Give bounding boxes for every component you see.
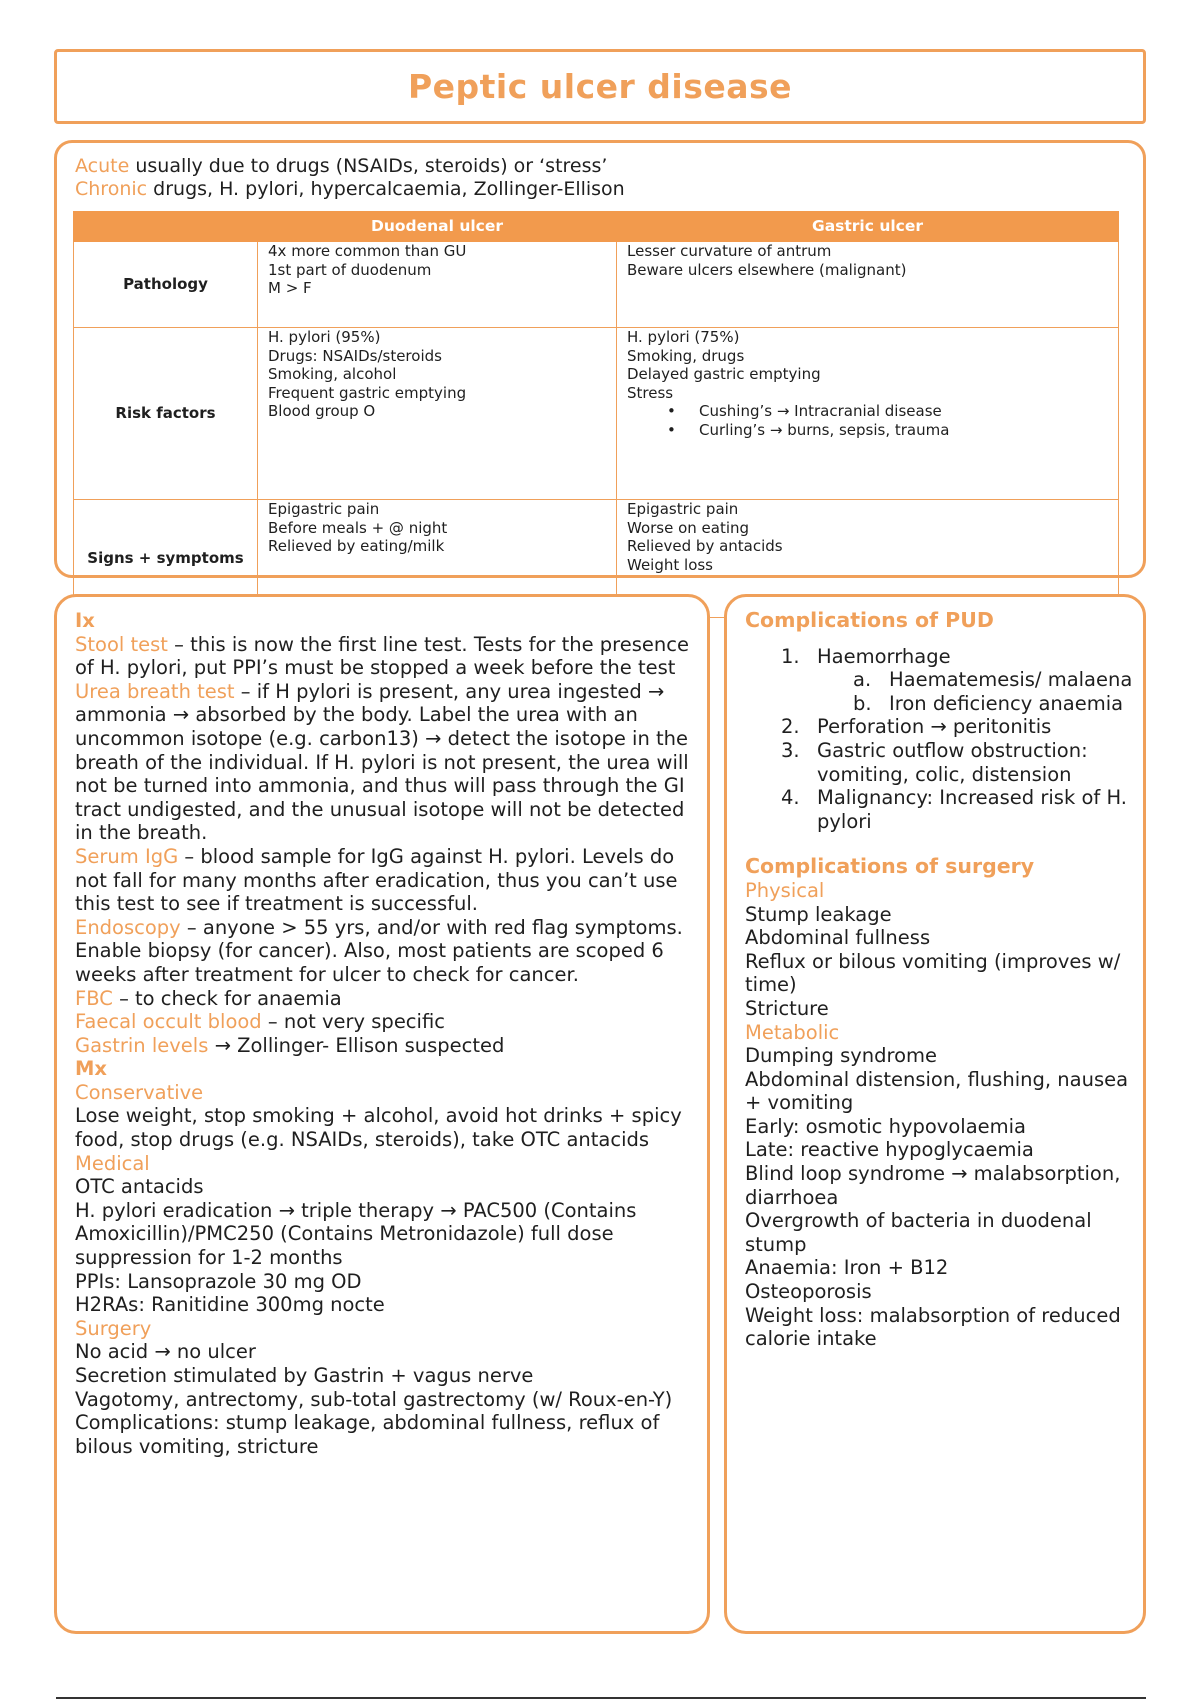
physical-line: Stump leakage (745, 902, 892, 926)
duodenal-line: Drugs: NSAIDs/steroids (268, 346, 442, 365)
complications-pud-heading: Complications of PUD (745, 608, 994, 632)
ix-item (75, 1034, 695, 1058)
ix-item-text: – blood sample for IgG against H. pylori. Levels do not fall for many months after eradication, thus you can’t use this test to see if treatment is successful. (75, 844, 678, 916)
title-box (54, 49, 1146, 124)
metabolic-line: Anaemia: Iron + B12 (745, 1256, 949, 1280)
intro (75, 155, 625, 201)
metabolic-label: Metabolic (745, 1020, 840, 1044)
ix-item-label: Serum IgG (75, 844, 179, 868)
medical-line: H2RAs: Ranitidine 300mg nocte (75, 1293, 385, 1317)
surgery-line: Complications: stump leakage, abdominal fullness, reflux of bilous vomiting, stricture (75, 1411, 660, 1458)
metabolic-line: Osteoporosis (745, 1280, 872, 1304)
complication-item (745, 786, 1135, 833)
complications-surgery-heading: Complications of surgery (745, 854, 1035, 879)
surgery-label: Surgery (75, 1316, 152, 1340)
ix-item-text: – this is now the first line test. Tests for the presence of H. pylori, put PPI’s must be stopped a week before the test (75, 632, 689, 680)
table-header-row (74, 212, 1119, 242)
bullet-icon: • (667, 402, 676, 420)
chronic-text: drugs, H. pylori, hypercalcaemia, Zollinger-Ellison (147, 178, 625, 200)
ix-mx-content (75, 609, 695, 1458)
gastric-cell (617, 242, 1119, 328)
bottom-divider (56, 1697, 1146, 1699)
medical-line: H. pylori eradication → triple therapy → PAC500 (Contains Amoxicillin)/PMC250 (Contains Metronidazole) full dose suppression for 1-2 months (75, 1198, 637, 1270)
bullet-icon: • (667, 420, 676, 439)
page-title: Peptic ulcer disease (407, 67, 793, 106)
row-label: Pathology (74, 242, 258, 328)
ix-item (75, 633, 695, 680)
subitem-letter: a. (853, 668, 872, 692)
ix-item-label: Urea breath test (75, 679, 235, 703)
metabolic-list (745, 1044, 1135, 1351)
metabolic-line: Overgrowth of bacteria in duodenal stump (745, 1209, 1092, 1256)
medical-list (75, 1175, 695, 1317)
table-row (74, 328, 1119, 500)
ix-item-text: – if H pylori is present, any urea ingested → ammonia → absorbed by the body. Label the urea with an uncommon isotope (e.g. carbon13) → detect the isotope in the breath of the individual. If H. pylori is not present, the urea will not be turned into ammonia, and thus will pass through the GI tract undigested, and the unusual isotope will not be detected in the breath. (75, 679, 689, 845)
header-duodenal: Duodenal ulcer (258, 212, 617, 242)
metabolic-line: Abdominal distension, flushing, nausea + vomiting (745, 1067, 1129, 1115)
row-label: Signs + symptoms (74, 500, 258, 618)
complication-number: 1. (781, 644, 800, 668)
ix-item-label: Faecal occult blood (75, 1010, 262, 1034)
duodenal-line: Epigastric pain (268, 500, 380, 518)
metabolic-line: Dumping syndrome (745, 1044, 938, 1068)
gastric-line: Epigastric pain (627, 500, 739, 518)
duodenal-line: Before meals + @ night (268, 518, 448, 537)
intro-acute (75, 155, 625, 178)
metabolic-line: Weight loss: malabsorption of reduced calorie intake (745, 1303, 1121, 1351)
metabolic-line: Early: osmotic hypovolaemia (745, 1114, 1026, 1138)
complication-text: Gastric outflow obstruction: vomiting, colic, distension (817, 738, 1088, 786)
duodenal-line: 4x more common than GU (268, 242, 467, 260)
intro-chronic (75, 178, 625, 201)
duodenal-line: Relieved by eating/milk (268, 537, 445, 555)
acute-label: Acute (75, 155, 130, 177)
complications-list (745, 645, 1135, 834)
gastric-line: H. pylori (75%) (627, 328, 740, 346)
ix-item-text: – anyone > 55 yrs, and/or with red flag symptoms. Enable biopsy (for cancer). Also, most patients are scoped 6 weeks after treatment for ulcer to check for cancer. (75, 915, 683, 986)
duodenal-line: Blood group O (268, 402, 376, 420)
subitem-text: Haematemesis/ malaena (889, 668, 1133, 692)
surgery-line: Secretion stimulated by Gastrin + vagus nerve (75, 1364, 534, 1387)
ix-item (75, 987, 695, 1011)
surgery-list (75, 1340, 695, 1458)
surgery-line: Vagotomy, antrectomy, sub-total gastrectomy (w/ Roux-en-Y) (75, 1387, 673, 1411)
duodenal-line: M > F (268, 279, 312, 297)
ix-item (75, 916, 695, 987)
gastric-cell (617, 328, 1119, 500)
complications-box (724, 594, 1146, 1634)
gastric-line: Beware ulcers elsewhere (malignant) (627, 260, 907, 279)
overview-box (54, 140, 1146, 578)
header-blank (74, 212, 258, 242)
complication-text: Haemorrhage (817, 644, 951, 668)
physical-list (745, 903, 1135, 1021)
gastric-line: Worse on eating (627, 518, 750, 537)
complication-item (745, 739, 1135, 786)
conservative-label: Conservative (75, 1080, 204, 1104)
physical-line: Reflux or bilous vomiting (improves w/ time) (745, 949, 1121, 997)
physical-line: Abdominal fullness (745, 926, 931, 950)
ix-item-text: → Zollinger- Ellison suspected (208, 1033, 505, 1057)
medical-line: PPIs: Lansoprazole 30 mg OD (75, 1269, 362, 1293)
gastric-line: Delayed gastric emptying (627, 365, 821, 383)
ix-item (75, 680, 695, 845)
complication-number: 3. (781, 738, 800, 762)
gastric-line: Stress (627, 383, 674, 402)
surgery-line: No acid → no ulcer (75, 1340, 256, 1364)
metabolic-line: Late: reactive hypoglycaemia (745, 1138, 1034, 1162)
ix-item (75, 1010, 695, 1034)
complication-number: 2. (781, 715, 800, 739)
subitem-text: Iron deficiency anaemia (889, 691, 1124, 715)
ix-list (75, 633, 695, 1058)
ix-item-label: Gastrin levels (75, 1033, 209, 1057)
conservative-text: Lose weight, stop smoking + alcohol, avoid hot drinks + spicy food, stop drugs (e.g. NSAIDs, steroids), take OTC antacids (75, 1104, 682, 1152)
medical-line: OTC antacids (75, 1175, 204, 1199)
duodenal-line: Smoking, alcohol (268, 365, 397, 383)
gastric-line: Relieved by antacids (627, 537, 783, 555)
subitem-letter: b. (853, 691, 872, 715)
complication-subitem (817, 668, 1135, 692)
acute-text: usually due to drugs (NSAIDs, steroids) or ‘stress’ (129, 155, 608, 177)
complication-subitem (817, 692, 1135, 716)
ix-heading: Ix (75, 609, 95, 632)
table-row (74, 242, 1119, 328)
duodenal-line: H. pylori (95%) (268, 328, 381, 346)
physical-label: Physical (745, 878, 825, 902)
complication-text: Malignancy: Increased risk of H. pylori (817, 786, 1127, 833)
gastric-bullet-text: Curling’s → burns, sepsis, trauma (699, 420, 950, 439)
gastric-bullet (627, 402, 1108, 421)
ix-item-label: FBC (75, 986, 113, 1010)
complication-item (745, 715, 1135, 739)
complication-item (745, 645, 1135, 716)
gastric-bullet (627, 421, 1108, 440)
duodenal-cell (258, 242, 617, 328)
ix-item-label: Endoscopy (75, 915, 181, 939)
ix-item-text: – to check for anaemia (112, 986, 342, 1010)
duodenal-line: Frequent gastric emptying (268, 383, 467, 402)
mx-heading: Mx (75, 1057, 107, 1081)
ix-item-text: – not very specific (261, 1010, 445, 1034)
metabolic-line: Blind loop syndrome → malabsorption, diarrhoea (745, 1162, 1121, 1209)
duodenal-cell (258, 328, 617, 500)
complication-text: Perforation → peritonitis (817, 715, 1052, 739)
medical-label: Medical (75, 1151, 150, 1175)
investigations-management-box (54, 594, 710, 1634)
complications-content (745, 609, 1135, 1351)
header-gastric: Gastric ulcer (617, 212, 1119, 242)
chronic-label: Chronic (75, 178, 148, 200)
ix-item-label: Stool test (75, 632, 168, 656)
gastric-line: Lesser curvature of antrum (627, 242, 832, 260)
gastric-line: Weight loss (627, 555, 714, 574)
ulcer-comparison-table (73, 211, 1119, 618)
gastric-line: Smoking, drugs (627, 346, 745, 365)
duodenal-line: 1st part of duodenum (268, 260, 432, 279)
gastric-bullet-text: Cushing’s → Intracranial disease (699, 402, 942, 420)
complication-number: 4. (781, 786, 800, 810)
complication-sublist (817, 668, 1135, 715)
row-label: Risk factors (74, 328, 258, 500)
ix-item (75, 845, 695, 916)
physical-line: Stricture (745, 996, 829, 1020)
